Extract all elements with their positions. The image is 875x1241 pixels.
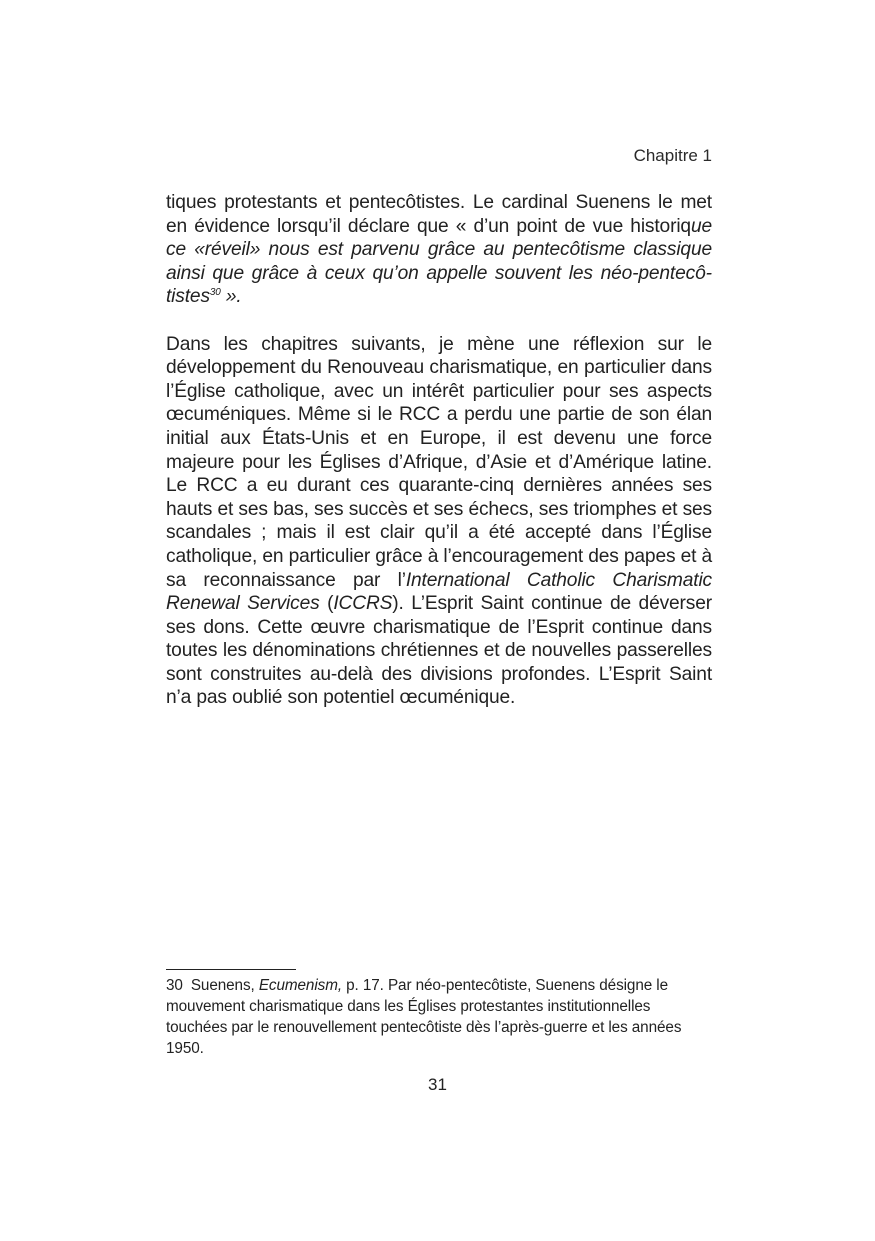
organization-name: International Catholic Charismatic Renewal Services [166,569,712,615]
footnote-30 [166,975,712,1059]
running-head: Chapitre 1 [633,146,712,165]
footnote-number: 30 [166,977,183,994]
paragraph-2 [166,333,712,711]
paragraph-2-text-b: ). L’Esprit Saint continue de déverser ses dons. Cette œuvre charismatique de l’Esprit continue dans toutes les dénominations chrétiennes et de nouvelles passerelles sont construites au-delà des divisions profondes. L’Esprit Saint n’a pas oublié son potentiel œcuménique. [166,593,713,709]
paragraph-1 [166,191,712,309]
suenens-quote: ue ce «réveil» nous est parvenu grâce au pentecôtisme classique ainsi que grâce à ceux qu’on appelle souvent les néo-pentecôtistes [166,215,712,308]
paragraph-1-text: tiques protestants et pentecôtistes. Le cardinal Suenens le met en évidence lorsqu’il déclare que « d’un point de vue historiq [166,192,712,237]
footnote-ref-30[interactable]: 30 [209,287,221,299]
organization-abbr: ICCRS [333,593,393,615]
paragraph-2-text-a: Dans les chapitres suivants, je mène une réflexion sur le développement du Renouveau charismatique, en particulier dans l’Église catholique, avec un intérêt particulier pour ses aspects œcuméniques. Même si le RCC a perdu une partie de son élan initial aux États-Unis et en Europe, il est devenu une force majeure pour les Églises d’Afrique, d’Asie et d’Amérique latine. Le RCC a eu durant ces quarante-cinq dernières années ses hauts et ses bas, ses succès et ses échecs, ses triomphes et ses scandales ; mais il est clair qu’il a été accepté dans l’Église catholique, en particulier grâce à l’encouragement des papes et à sa reconnaissance par l’ [166,333,712,591]
quote-closing: ». [220,286,242,308]
page-number: 31 [428,1075,447,1094]
body-text [166,191,712,710]
footnote-separator [166,969,296,970]
footnote-title: Ecumenism, [258,977,342,994]
footnote-author: Suenens, [190,977,259,994]
footnote-text: p. 17. Par néo-pentecôtiste, Suenens désigne le mouvement charismatique dans les Églises protestantes institutionnelles touchées par le renouvellement pentecôtiste dès l’après-guerre et les années 1950. [166,977,682,1057]
paren-open: ( [319,593,334,615]
